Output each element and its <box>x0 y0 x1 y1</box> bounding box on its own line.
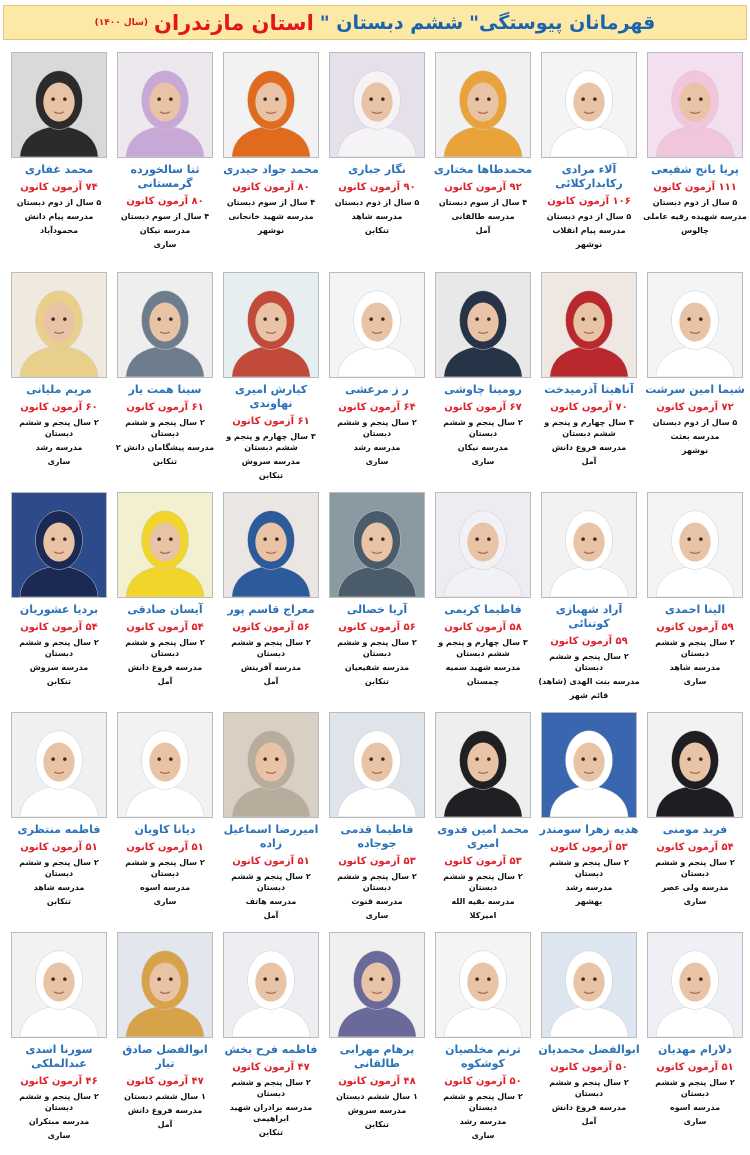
student-name: آلاء مرادی رکابدارکلائی <box>555 163 623 190</box>
school-name: مدرسه سروش <box>29 663 89 672</box>
school-name: مدرسه فروغ دانش <box>551 1103 627 1112</box>
exam-count: ۸۰ آزمون کانون <box>126 196 204 207</box>
title-year: (سال ۱۴۰۰) <box>94 17 149 28</box>
city-name: آمل <box>581 457 597 466</box>
student-card <box>643 272 747 486</box>
student-name: آیسان صادقی <box>127 603 203 616</box>
school-name: مدرسه هاتف <box>245 897 297 906</box>
student-card <box>537 492 641 706</box>
student-card <box>537 272 641 486</box>
portrait-icon <box>330 53 424 157</box>
student-name: محمد غفاری <box>24 163 94 176</box>
study-years: ۴ سال از سوم دبستان <box>226 198 316 207</box>
student-name: الینا احمدی <box>664 603 726 616</box>
study-years: ۲ سال پنجم و ششم دبستان <box>443 418 523 438</box>
student-card <box>431 52 535 266</box>
portrait-icon <box>118 493 212 597</box>
study-years: ۲ سال پنجم و ششم دبستان <box>655 638 735 658</box>
student-photo <box>117 52 213 158</box>
title-grade: ششم دبستان " <box>319 11 464 34</box>
study-years: ۲ سال پنجم و ششم دبستان <box>125 418 205 438</box>
study-years: ۵ سال از دوم دبستان <box>546 212 632 221</box>
city-name: نوشهر <box>575 240 603 249</box>
city-name: تنکابن <box>258 1128 284 1137</box>
exam-count: ۵۳ آزمون کانون <box>444 856 522 867</box>
portrait-icon <box>330 713 424 817</box>
student-name: فاطمه منتظری <box>17 823 101 836</box>
student-photo <box>541 492 637 598</box>
portrait-icon <box>118 933 212 1037</box>
school-name: مدرسه فروغ دانش <box>127 663 203 672</box>
exam-count: ۵۴ آزمون کانون <box>656 842 734 853</box>
student-card <box>113 52 217 266</box>
portrait-icon <box>648 273 742 377</box>
city-name: نوشهر <box>681 446 709 455</box>
city-name: ساری <box>365 911 389 920</box>
school-name: مدرسه پیام دانش <box>24 212 94 221</box>
city-name: آمل <box>263 911 279 920</box>
portrait-icon <box>542 493 636 597</box>
study-years: ۵ سال از دوم دبستان <box>652 198 738 207</box>
student-name: محمد امین فدوی امیری <box>437 823 529 850</box>
portrait-icon <box>118 273 212 377</box>
school-name: مدرسه اسوه <box>139 883 191 892</box>
student-card <box>113 712 217 926</box>
student-name: پرهام مهرابی طالقانی <box>339 1043 415 1070</box>
study-years: ۲ سال پنجم و ششم دبستان <box>443 1092 523 1112</box>
student-name: آناهیتا آذرمیدخت <box>544 383 634 396</box>
student-photo <box>117 712 213 818</box>
student-photo <box>647 932 743 1038</box>
study-years: ۲ سال پنجم و ششم دبستان <box>655 858 735 878</box>
study-years: ۲ سال پنجم و ششم دبستان <box>337 638 417 658</box>
portrait-icon <box>330 273 424 377</box>
student-photo <box>223 712 319 818</box>
city-name: تنکابن <box>364 226 390 235</box>
exam-count: ۴۷ آزمون کانون <box>232 1062 310 1073</box>
city-name: امیرکلا <box>469 911 497 920</box>
student-name: مریم ملیانی <box>26 383 92 396</box>
student-name: امیررضا اسماعیل زاده <box>223 823 319 850</box>
city-name: ساری <box>47 1131 71 1140</box>
study-years: ۲ سال پنجم و ششم دبستان <box>443 872 523 892</box>
portrait-icon <box>436 933 530 1037</box>
school-name: مدرسه آفرینش <box>240 663 302 672</box>
city-name: تنکابن <box>364 677 390 686</box>
school-name: مدرسه رشد <box>35 443 83 452</box>
exam-count: ۶۱ آزمون کانون <box>126 402 204 413</box>
exam-count: ۱۰۶ آزمون کانون <box>547 196 631 207</box>
student-name: فاطیما قدمی جوجاده <box>340 823 414 850</box>
school-name: مدرسه برادران شهید ابراهیمی <box>229 1103 313 1123</box>
student-photo <box>117 932 213 1038</box>
student-name: نگار جباری <box>348 163 406 176</box>
exam-count: ۵۶ آزمون کانون <box>232 622 310 633</box>
student-photo <box>223 492 319 598</box>
portrait-icon <box>224 713 318 817</box>
city-name: چمستان <box>466 677 500 686</box>
portrait-icon <box>12 53 106 157</box>
portrait-icon <box>12 273 106 377</box>
study-years: ۲ سال پنجم و ششم دبستان <box>549 858 629 878</box>
student-name: ثنا سالخورده گرمستانی <box>130 163 200 190</box>
city-name: بهشهر <box>575 897 603 906</box>
portrait-icon <box>12 933 106 1037</box>
student-name: سورنا اسدی عبدالملکی <box>25 1043 93 1070</box>
title-province: استان مازندران <box>154 10 314 35</box>
student-photo <box>11 712 107 818</box>
student-card <box>537 52 641 266</box>
exam-count: ۵۱ آزمون کانون <box>20 842 98 853</box>
student-photo <box>11 492 107 598</box>
exam-count: ۹۰ آزمون کانون <box>338 182 416 193</box>
student-card <box>325 272 429 486</box>
student-photo <box>223 52 319 158</box>
city-name: آمل <box>263 677 279 686</box>
study-years: ۲ سال پنجم و ششم دبستان <box>231 872 311 892</box>
exam-count: ۹۲ آزمون کانون <box>444 182 522 193</box>
portrait-icon <box>12 493 106 597</box>
study-years: ۵ سال از دوم دبستان <box>334 198 420 207</box>
exam-count: ۵۰ آزمون کانون <box>444 1076 522 1087</box>
portrait-icon <box>542 933 636 1037</box>
portrait-icon <box>436 273 530 377</box>
city-name: محمودآباد <box>39 226 79 235</box>
school-name: مدرسه شفیعیان <box>344 663 410 672</box>
student-photo <box>329 712 425 818</box>
city-name: ساری <box>471 1131 495 1140</box>
city-name: ساری <box>47 457 71 466</box>
student-card <box>325 52 429 266</box>
portrait-icon <box>436 713 530 817</box>
student-card <box>113 492 217 706</box>
school-name: مدرسه شهیده رقیه عاملی <box>643 212 747 221</box>
city-name: چالوس <box>681 226 709 235</box>
city-name: نوشهر <box>257 226 285 235</box>
study-years: ۲ سال پنجم و ششم دبستان <box>231 1078 311 1098</box>
student-photo <box>435 272 531 378</box>
student-photo <box>647 712 743 818</box>
student-name: فاطیما کریمی <box>444 603 522 616</box>
city-name: تنکابن <box>364 1120 390 1129</box>
student-card <box>219 272 323 486</box>
student-photo <box>435 712 531 818</box>
student-card <box>431 932 535 1146</box>
portrait-icon <box>648 933 742 1037</box>
student-photo <box>647 52 743 158</box>
student-name: سینا همت یار <box>128 383 202 396</box>
school-name: مدرسه قنوت <box>351 897 403 906</box>
study-years: ۲ سال پنجم و ششم دبستان <box>125 638 205 658</box>
student-card <box>537 712 641 926</box>
exam-count: ۵۱ آزمون کانون <box>232 856 310 867</box>
exam-count: ۵۳ آزمون کانون <box>550 842 628 853</box>
city-name: ساری <box>471 457 495 466</box>
school-name: مدرسه بعثت <box>670 432 720 441</box>
student-photo <box>329 272 425 378</box>
study-years: ۴ سال از سوم دبستان <box>438 198 528 207</box>
study-years: ۲ سال پنجم و ششم دبستان <box>125 858 205 878</box>
school-name: مدرسه ولی عصر <box>661 883 729 892</box>
study-years: ۲ سال پنجم و ششم دبستان <box>231 638 311 658</box>
study-years: ۳ سال چهارم و پنجم و ششم دبستان <box>544 418 634 438</box>
study-years: ۲ سال پنجم و ششم دبستان <box>19 418 99 438</box>
student-card <box>325 712 429 926</box>
school-name: مدرسه بنت الهدی (شاهد) <box>538 677 640 686</box>
student-name: ابوالفضل محمدیان <box>538 1043 640 1056</box>
portrait-icon <box>118 53 212 157</box>
school-name: مدرسه رشد <box>565 883 613 892</box>
exam-count: ۵۹ آزمون کانون <box>656 622 734 633</box>
student-card <box>643 492 747 706</box>
city-name: قائم شهر <box>569 691 609 700</box>
student-card <box>431 492 535 706</box>
student-name: آریا خصالی <box>346 603 408 616</box>
student-card <box>643 932 747 1146</box>
portrait-icon <box>118 713 212 817</box>
portrait-icon <box>542 53 636 157</box>
student-name: ترنم مخلصیان کوشکوه <box>445 1043 521 1070</box>
exam-count: ۴۸ آزمون کانون <box>338 1076 416 1087</box>
student-name: رومینا چاوشی <box>444 383 522 396</box>
student-photo <box>117 492 213 598</box>
portrait-icon <box>648 53 742 157</box>
student-photo <box>541 712 637 818</box>
exam-count: ۷۴ آزمون کانون <box>20 182 98 193</box>
school-name: مدرسه پیشگامان دانش ۲ <box>115 443 215 452</box>
student-card <box>219 932 323 1146</box>
exam-count: ۵۶ آزمون کانون <box>338 622 416 633</box>
portrait-icon <box>436 493 530 597</box>
city-name: آمل <box>157 677 173 686</box>
school-name: مدرسه رشد <box>353 443 401 452</box>
student-card <box>219 52 323 266</box>
portrait-icon <box>648 713 742 817</box>
portrait-icon <box>224 273 318 377</box>
student-card <box>537 932 641 1146</box>
student-photo <box>435 52 531 158</box>
school-name: مدرسه مبتکران <box>28 1117 90 1126</box>
city-name: ساری <box>153 897 177 906</box>
student-photo <box>223 932 319 1038</box>
student-name: هدیه زهرا سومندر <box>539 823 639 836</box>
study-years: ۲ سال پنجم و ششم دبستان <box>19 638 99 658</box>
exam-count: ۶۱ آزمون کانون <box>232 416 310 427</box>
portrait-icon <box>436 53 530 157</box>
student-photo <box>647 272 743 378</box>
city-name: ساری <box>683 897 707 906</box>
portrait-icon <box>542 273 636 377</box>
portrait-icon <box>224 53 318 157</box>
exam-count: ۶۴ آزمون کانون <box>338 402 416 413</box>
school-name: مدرسه شهید خانجانی <box>228 212 314 221</box>
exam-count: ۵۱ آزمون کانون <box>656 1062 734 1073</box>
poster-title-banner <box>3 5 747 40</box>
student-name: کیارش امیری نهاوندی <box>234 383 308 410</box>
study-years: ۲ سال پنجم و ششم دبستان <box>337 418 417 438</box>
student-card <box>219 492 323 706</box>
portrait-icon <box>330 933 424 1037</box>
study-years: ۳ سال چهارم و پنجم و ششم دبستان <box>226 432 316 452</box>
student-card <box>431 272 535 486</box>
student-card <box>431 712 535 926</box>
portrait-icon <box>648 493 742 597</box>
student-photo <box>223 272 319 378</box>
student-name: فاطمه فرح بخش <box>224 1043 318 1056</box>
study-years: ۱ سال ششم دبستان <box>336 1092 418 1101</box>
study-years: ۱ سال ششم دبستان <box>124 1092 206 1101</box>
student-card <box>643 712 747 926</box>
city-name: تنکابن <box>152 457 178 466</box>
student-name: بردیا عشوریان <box>19 603 99 616</box>
student-name: محمد جواد حیدری <box>223 163 319 176</box>
exam-count: ۵۴ آزمون کانون <box>20 622 98 633</box>
school-name: مدرسه اسوه <box>669 1103 721 1112</box>
student-photo <box>435 932 531 1038</box>
exam-count: ۱۱۱ آزمون کانون <box>653 182 737 193</box>
school-name: مدرسه شاهد <box>351 212 403 221</box>
portrait-icon <box>224 493 318 597</box>
exam-count: ۵۹ آزمون کانون <box>550 636 628 647</box>
exam-count: ۷۲ آزمون کانون <box>656 402 734 413</box>
city-name: تنکابن <box>46 677 72 686</box>
study-years: ۲ سال پنجم و ششم دبستان <box>337 872 417 892</box>
student-photo <box>541 932 637 1038</box>
study-years: ۲ سال پنجم و ششم دبستان <box>549 1078 629 1098</box>
student-name: دلارام مهدیان <box>658 1043 732 1056</box>
student-name: ر ز مرعشی <box>345 383 409 396</box>
student-card <box>7 272 111 486</box>
student-photo <box>329 932 425 1038</box>
title-champions: قهرمانان پیوستگی" <box>469 11 656 34</box>
school-name: مدرسه فروغ دانش <box>551 443 627 452</box>
student-card <box>7 712 111 926</box>
city-name: تنکابن <box>258 471 284 480</box>
exam-count: ۵۴ آزمون کانون <box>126 622 204 633</box>
student-name: پریا بانج شفیعی <box>651 163 739 176</box>
portrait-icon <box>330 493 424 597</box>
school-name: مدرسه پیام انقلاب <box>552 226 626 235</box>
school-name: مدرسه شهید سمیه <box>445 663 521 672</box>
student-photo <box>541 272 637 378</box>
student-name: دیانا کاویان <box>134 823 196 836</box>
study-years: ۲ سال پنجم و ششم دبستان <box>19 1092 99 1112</box>
students-grid <box>0 52 750 1146</box>
city-name: آمل <box>581 1117 597 1126</box>
student-card <box>643 52 747 266</box>
study-years: ۳ سال چهارم و پنجم و ششم دبستان <box>438 638 528 658</box>
city-name: ساری <box>153 240 177 249</box>
city-name: ساری <box>683 677 707 686</box>
study-years: ۲ سال پنجم و ششم دبستان <box>19 858 99 878</box>
city-name: آمل <box>157 1120 173 1129</box>
exam-count: ۶۷ آزمون کانون <box>444 402 522 413</box>
student-card <box>7 932 111 1146</box>
exam-count: ۶۰ آزمون کانون <box>20 402 98 413</box>
student-card <box>7 52 111 266</box>
student-name: آراد شهبازی کوتنائی <box>555 603 623 630</box>
study-years: ۵ سال از دوم دبستان <box>16 198 102 207</box>
portrait-icon <box>224 933 318 1037</box>
exam-count: ۴۶ آزمون کانون <box>20 1076 98 1087</box>
study-years: ۲ سال پنجم و ششم دبستان <box>655 1078 735 1098</box>
student-card <box>113 272 217 486</box>
student-name: ابوالفضل صادق تبار <box>122 1043 208 1070</box>
city-name: ساری <box>365 457 389 466</box>
city-name: آمل <box>475 226 491 235</box>
school-name: مدرسه نیکان <box>457 443 509 452</box>
study-years: ۲ سال پنجم و ششم دبستان <box>549 652 629 672</box>
school-name: مدرسه نیکان <box>139 226 191 235</box>
student-name: محمدطاها مختاری <box>433 163 533 176</box>
student-card <box>219 712 323 926</box>
school-name: مدرسه بقیه الله <box>451 897 515 906</box>
student-name: فربد مومنی <box>662 823 728 836</box>
student-card <box>325 492 429 706</box>
school-name: مدرسه رشد <box>459 1117 507 1126</box>
portrait-icon <box>542 713 636 817</box>
student-photo <box>435 492 531 598</box>
student-photo <box>541 52 637 158</box>
student-photo <box>11 932 107 1038</box>
study-years: ۴ سال از سوم دبستان <box>120 212 210 221</box>
student-photo <box>329 492 425 598</box>
city-name: تنکابن <box>46 897 72 906</box>
student-card <box>113 932 217 1146</box>
portrait-icon <box>12 713 106 817</box>
school-name: مدرسه سروش <box>347 1106 407 1115</box>
student-name: معراج قاسم پور <box>227 603 315 616</box>
exam-count: ۴۷ آزمون کانون <box>126 1076 204 1087</box>
student-card <box>7 492 111 706</box>
school-name: مدرسه شاهد <box>33 883 85 892</box>
school-name: مدرسه سروش <box>241 457 301 466</box>
student-photo <box>329 52 425 158</box>
exam-count: ۵۳ آزمون کانون <box>338 856 416 867</box>
student-photo <box>11 52 107 158</box>
school-name: مدرسه شاهد <box>669 663 721 672</box>
school-name: مدرسه فروغ دانش <box>127 1106 203 1115</box>
study-years: ۵ سال از دوم دبستان <box>652 418 738 427</box>
exam-count: ۵۱ آزمون کانون <box>126 842 204 853</box>
student-card <box>325 932 429 1146</box>
school-name: مدرسه طالقانی <box>451 212 515 221</box>
student-photo <box>647 492 743 598</box>
city-name: ساری <box>683 1117 707 1126</box>
exam-count: ۷۰ آزمون کانون <box>550 402 628 413</box>
student-photo <box>117 272 213 378</box>
exam-count: ۵۸ آزمون کانون <box>444 622 522 633</box>
student-photo <box>11 272 107 378</box>
exam-count: ۵۰ آزمون کانون <box>550 1062 628 1073</box>
student-name: شیما امین سرشت <box>645 383 745 396</box>
exam-count: ۸۰ آزمون کانون <box>232 182 310 193</box>
